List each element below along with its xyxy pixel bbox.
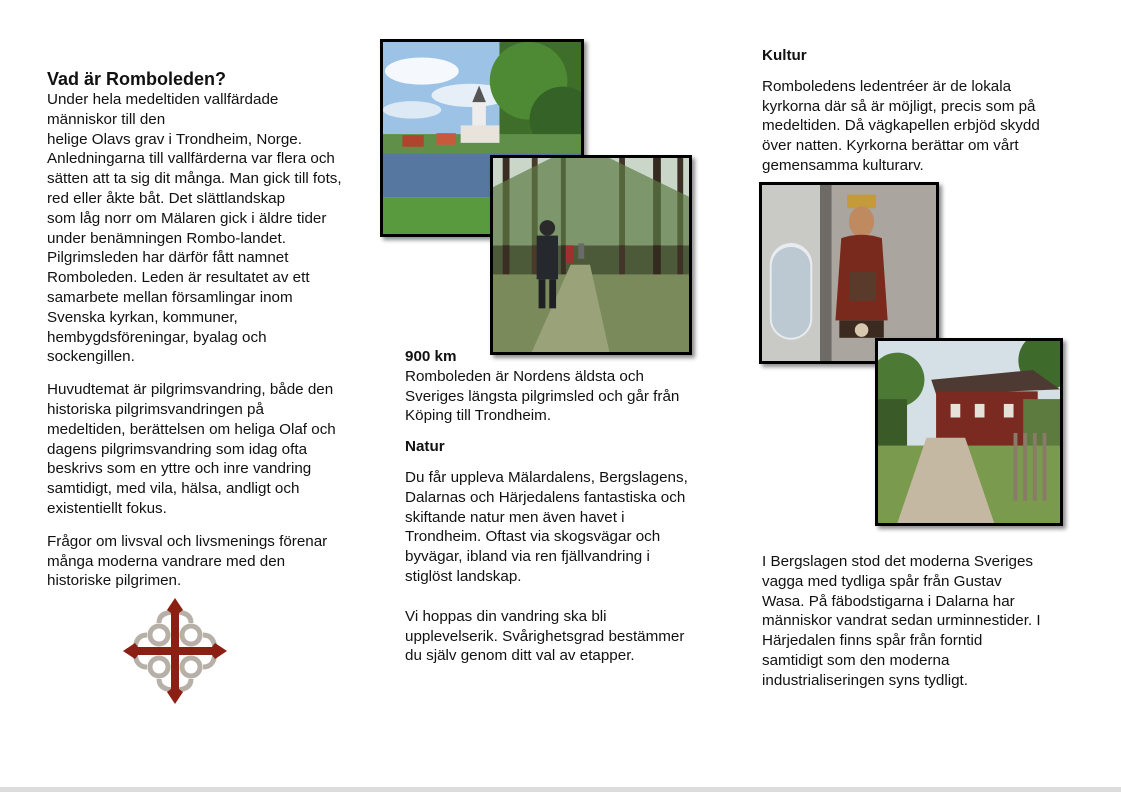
text-line: industrialiseringen syns tydligt.: [762, 671, 968, 689]
text-line: Pilgrimsleden har därför fått namnet: [47, 249, 289, 267]
text-line: Under hela medeltiden vallfärdade: [47, 91, 279, 108]
column-intro: [47, 68, 367, 604]
distance-heading: 900 km: [405, 348, 457, 365]
text-line: Frågor om livsval och livsmenings förenar: [47, 532, 328, 550]
text-line: hembygdsföreningar, byalag och: [47, 328, 267, 346]
text-line: du själv genom ditt val av etapper.: [405, 647, 635, 665]
text-line: Härjedalen finns spår från forntid: [762, 632, 983, 650]
text-line: Du får uppleva Mälardalens, Bergslagens,: [405, 468, 688, 486]
text-line: vagga med tydliga spår från Gustav: [762, 572, 1002, 590]
hope-paragraph: [405, 607, 715, 666]
text-line: helige Olavs grav i Trondheim, Norge.: [47, 130, 302, 148]
text-line: Trondheim. Oftast via skogsvägar och: [405, 528, 661, 546]
text-line: byvägar, ibland via ren fjällvandring i: [405, 548, 650, 566]
text-line: historiske pilgrimen.: [47, 572, 182, 590]
text-line: red eller åkte båt. Det slättlandskap: [47, 189, 286, 207]
column-culture: [762, 46, 1082, 189]
text-line: existentiellt fokus.: [47, 499, 167, 517]
column-distance-nature: [405, 347, 715, 679]
text-line: stiglöst landskap.: [405, 567, 522, 585]
text-line: Romboleden är Nordens äldsta och: [405, 367, 644, 385]
text-line: medeltiden. Då vägkapellen erbjöd skydd: [762, 117, 1040, 135]
text-line: Sveriges längsta pilgrimsled och går från: [405, 387, 680, 405]
text-line: skiftande natur men även havet i: [405, 508, 625, 526]
text-line: sockengillen.: [47, 348, 135, 366]
text-line: Dalarnas och Härjedalens fantastiska och: [405, 488, 686, 506]
text-line: Anledningarna till vallfärderna var flera och: [47, 150, 335, 168]
text-line: dagens pilgrimsvandring som idag ofta: [47, 440, 308, 458]
text-line: Wasa. På fäbodstigarna i Dalarna har: [762, 592, 1015, 610]
saint-statue-photo: [759, 182, 939, 364]
theme-paragraph: [47, 380, 367, 519]
text-line: samtidigt, med vila, hälsa, andligt och: [47, 480, 300, 498]
culture-heading: Kultur: [762, 47, 807, 64]
questions-paragraph: [47, 532, 367, 591]
bergslagen-paragraph: [762, 552, 1082, 691]
distance-paragraph: [405, 367, 715, 426]
text-line: Romboledens ledentréer är de lokala: [762, 77, 1012, 95]
text-line: många moderna vandrare med den: [47, 552, 286, 570]
text-line: kyrkorna där så är möjligt, precis som på: [762, 97, 1036, 115]
text-line: över natten. Kyrkorna berättar om vårt: [762, 137, 1019, 155]
page-title: Vad är Romboleden?: [47, 69, 227, 89]
text-line: Köping till Trondheim.: [405, 407, 552, 425]
column-bergslagen: [762, 552, 1082, 704]
text-line: under benämningen Rombo-landet.: [47, 229, 286, 247]
nature-paragraph: [405, 468, 715, 587]
pilgrim-cross-icon: [123, 598, 227, 704]
text-line: människor till den: [47, 110, 166, 128]
text-line: sätten att ta sig dit många. Man gick till fots,: [47, 170, 342, 188]
text-line: som låg norr om Mälaren gick i äldre tider: [47, 209, 327, 227]
text-line: historiska pilgrimsvandringen på: [47, 400, 264, 418]
text-line: beskrivs som en yttre och inre vandring: [47, 460, 312, 478]
text-line: människor vandrat sedan urminnestider. I: [762, 612, 1041, 630]
text-line: gemensamma kulturarv.: [762, 156, 924, 174]
text-line: Svenska kyrkan, kommuner,: [47, 308, 238, 326]
red-cottage-photo: [875, 338, 1063, 526]
text-line: Vi hoppas din vandring ska bli: [405, 607, 607, 625]
intro-paragraph: [47, 90, 367, 367]
forest-hikers-photo: [490, 155, 692, 355]
culture-paragraph: [762, 77, 1082, 176]
text-line: Huvudtemat är pilgrimsvandring, både den: [47, 381, 334, 399]
text-line: Romboleden. Leden är resultatet av ett: [47, 269, 310, 287]
text-line: samarbete mellan församlingar inom: [47, 288, 293, 306]
page-bottom-border: [0, 787, 1121, 792]
text-line: medeltiden, berättelsen om heliga Olaf och: [47, 420, 336, 438]
text-line: samtidigt som den moderna: [762, 651, 950, 669]
nature-heading: Natur: [405, 438, 445, 456]
text-line: upplevelserik. Svårighetsgrad bestämmer: [405, 627, 685, 645]
text-line: I Bergslagen stod det moderna Sveriges: [762, 553, 1034, 570]
